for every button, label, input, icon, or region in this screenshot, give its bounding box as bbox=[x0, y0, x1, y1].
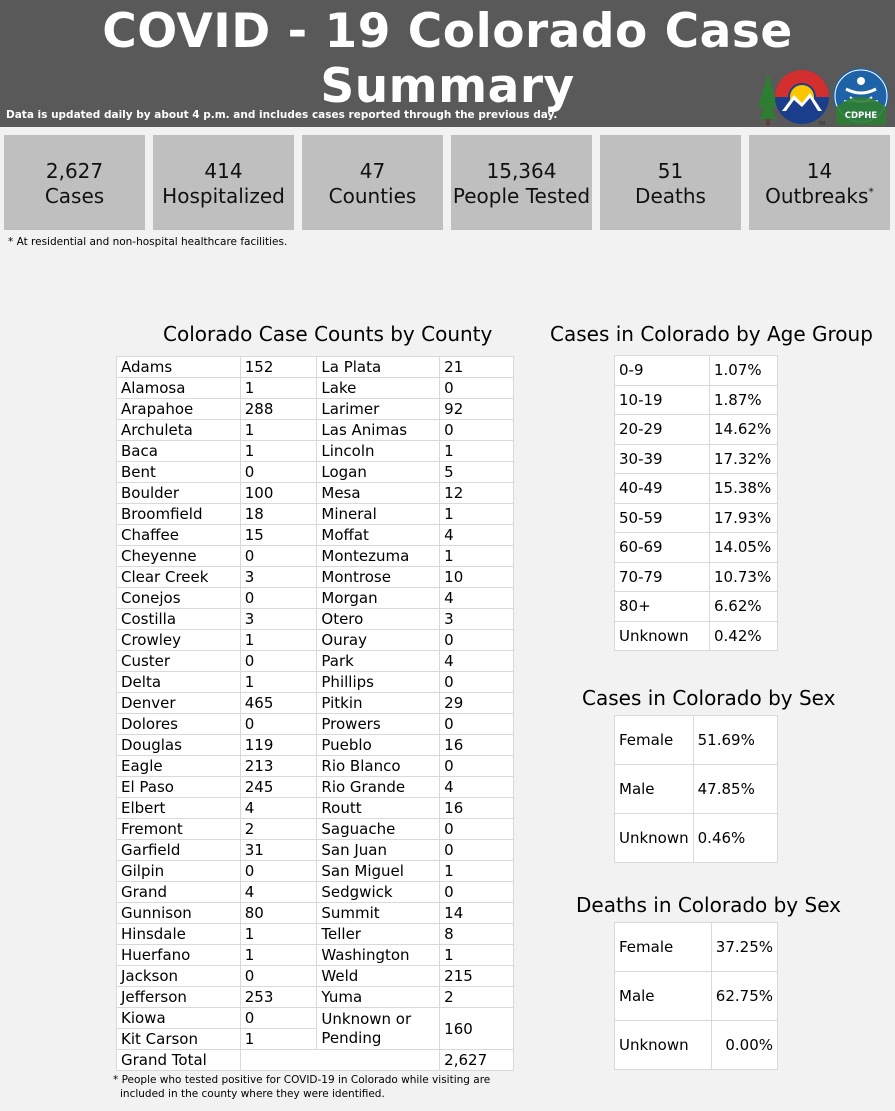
county-name: Kit Carson bbox=[117, 1029, 241, 1050]
county-name: Montezuma bbox=[317, 546, 440, 567]
county-name: Otero bbox=[317, 609, 440, 630]
stat-value: 414 bbox=[204, 159, 243, 183]
county-count: 100 bbox=[240, 483, 317, 504]
grand-total-value: 2,627 bbox=[440, 1050, 514, 1071]
county-count: 0 bbox=[240, 546, 317, 567]
table-row bbox=[117, 399, 514, 420]
stat-label: Counties bbox=[328, 184, 417, 208]
county-name: Kiowa bbox=[117, 1008, 241, 1029]
sex-table bbox=[614, 715, 778, 863]
svg-text:TM: TM bbox=[818, 121, 826, 127]
county-count: 1 bbox=[240, 441, 317, 462]
stat-label: Outbreaks* bbox=[765, 184, 874, 208]
table-row bbox=[117, 567, 514, 588]
stat-tile-counties bbox=[302, 135, 443, 230]
table-row bbox=[615, 444, 778, 474]
table-row bbox=[117, 735, 514, 756]
county-name: Bent bbox=[117, 462, 241, 483]
county-name: Broomfield bbox=[117, 504, 241, 525]
county-name: Jefferson bbox=[117, 987, 241, 1008]
stat-label: Deaths bbox=[635, 184, 706, 208]
row-label: 20-29 bbox=[615, 415, 710, 445]
table-row bbox=[117, 357, 514, 378]
row-value: 1.87% bbox=[710, 385, 778, 415]
stat-tile-cases bbox=[4, 135, 145, 230]
table-row bbox=[117, 378, 514, 399]
svg-text:CDPHE: CDPHE bbox=[844, 111, 878, 121]
table-row bbox=[117, 756, 514, 777]
row-label: 10-19 bbox=[615, 385, 710, 415]
table-row bbox=[615, 592, 778, 622]
county-name: San Juan bbox=[317, 840, 440, 861]
table-row bbox=[117, 651, 514, 672]
table-row bbox=[117, 441, 514, 462]
county-name: Boulder bbox=[117, 483, 241, 504]
row-value: 62.75% bbox=[711, 972, 777, 1021]
county-count: 213 bbox=[240, 756, 317, 777]
county-name: Routt bbox=[317, 798, 440, 819]
row-label: Unknown bbox=[615, 1021, 712, 1070]
county-count: 21 bbox=[440, 357, 514, 378]
county-count: 4 bbox=[240, 882, 317, 903]
row-value: 17.32% bbox=[710, 444, 778, 474]
row-value: 14.62% bbox=[710, 415, 778, 445]
county-count: 160 bbox=[440, 1008, 514, 1050]
county-count: 4 bbox=[440, 777, 514, 798]
county-name: Huerfano bbox=[117, 945, 241, 966]
stat-label: People Tested bbox=[452, 184, 591, 208]
county-name: Costilla bbox=[117, 609, 241, 630]
county-count: 0 bbox=[240, 966, 317, 987]
row-value: 0.42% bbox=[710, 621, 778, 651]
county-count: 1 bbox=[440, 546, 514, 567]
table-row bbox=[615, 503, 778, 533]
county-count: 3 bbox=[440, 609, 514, 630]
county-count: 1 bbox=[240, 378, 317, 399]
county-count: 1 bbox=[440, 945, 514, 966]
county-count: 465 bbox=[240, 693, 317, 714]
blank-cell bbox=[240, 1050, 439, 1071]
county-count: 0 bbox=[240, 714, 317, 735]
table-row bbox=[117, 714, 514, 735]
county-count: 1 bbox=[440, 441, 514, 462]
table-row bbox=[117, 840, 514, 861]
county-name-unknown: Unknown or Pending bbox=[317, 1008, 440, 1050]
row-label: Male bbox=[615, 765, 694, 814]
row-label: 80+ bbox=[615, 592, 710, 622]
footnote-line: included in the county where they were identified. bbox=[120, 1088, 385, 1100]
summary-stats bbox=[4, 135, 891, 230]
table-row bbox=[117, 1008, 514, 1029]
row-value: 1.07% bbox=[710, 356, 778, 386]
county-count: 0 bbox=[240, 1008, 317, 1029]
county-name: Pitkin bbox=[317, 693, 440, 714]
county-count: 152 bbox=[240, 357, 317, 378]
row-value: 10.73% bbox=[710, 562, 778, 592]
table-row bbox=[117, 882, 514, 903]
row-value: 47.85% bbox=[693, 765, 777, 814]
stat-label: Hospitalized bbox=[162, 184, 285, 208]
table-row bbox=[117, 966, 514, 987]
county-count: 253 bbox=[240, 987, 317, 1008]
county-name: San Miguel bbox=[317, 861, 440, 882]
stat-value: 2,627 bbox=[45, 159, 104, 183]
row-value: 0.00% bbox=[711, 1021, 777, 1070]
table-row bbox=[117, 483, 514, 504]
row-label: 70-79 bbox=[615, 562, 710, 592]
county-name: Grand bbox=[117, 882, 241, 903]
stat-tile-deaths bbox=[600, 135, 741, 230]
row-value: 14.05% bbox=[710, 533, 778, 563]
row-label: 40-49 bbox=[615, 474, 710, 504]
county-count: 0 bbox=[440, 714, 514, 735]
stat-label: Cases bbox=[44, 184, 105, 208]
county-count: 12 bbox=[440, 483, 514, 504]
county-name: Adams bbox=[117, 357, 241, 378]
county-count: 4 bbox=[440, 525, 514, 546]
county-name: Saguache bbox=[317, 819, 440, 840]
county-name: Elbert bbox=[117, 798, 241, 819]
footnote-mark: * bbox=[868, 185, 874, 199]
table-row bbox=[117, 672, 514, 693]
county-name: Yuma bbox=[317, 987, 440, 1008]
stat-value: 47 bbox=[359, 159, 386, 183]
county-name: Lincoln bbox=[317, 441, 440, 462]
row-label: 30-39 bbox=[615, 444, 710, 474]
table-row bbox=[117, 630, 514, 651]
county-name: Hinsdale bbox=[117, 924, 241, 945]
county-count: 4 bbox=[440, 651, 514, 672]
row-label: Unknown bbox=[615, 621, 710, 651]
county-count: 0 bbox=[440, 672, 514, 693]
county-name: Chaffee bbox=[117, 525, 241, 546]
county-table bbox=[116, 356, 514, 1071]
table-row bbox=[117, 777, 514, 798]
county-count: 10 bbox=[440, 567, 514, 588]
stat-value: 15,364 bbox=[486, 159, 557, 183]
county-name: Ouray bbox=[317, 630, 440, 651]
table-row bbox=[117, 987, 514, 1008]
table-row bbox=[615, 415, 778, 445]
table-row bbox=[615, 814, 778, 863]
county-name: Clear Creek bbox=[117, 567, 241, 588]
table-row bbox=[117, 588, 514, 609]
county-name: El Paso bbox=[117, 777, 241, 798]
county-count: 0 bbox=[440, 630, 514, 651]
county-count: 80 bbox=[240, 903, 317, 924]
county-count: 0 bbox=[440, 840, 514, 861]
table-row bbox=[615, 765, 778, 814]
county-name: Montrose bbox=[317, 567, 440, 588]
county-name: Rio Blanco bbox=[317, 756, 440, 777]
county-name: La Plata bbox=[317, 357, 440, 378]
table-row bbox=[117, 903, 514, 924]
table-row bbox=[117, 546, 514, 567]
county-count: 2 bbox=[240, 819, 317, 840]
county-count: 1 bbox=[440, 504, 514, 525]
deaths-table bbox=[614, 922, 778, 1070]
county-name: Dolores bbox=[117, 714, 241, 735]
county-count: 18 bbox=[240, 504, 317, 525]
table-row bbox=[615, 716, 778, 765]
county-count: 288 bbox=[240, 399, 317, 420]
county-count: 8 bbox=[440, 924, 514, 945]
county-count: 4 bbox=[440, 588, 514, 609]
table-row bbox=[117, 462, 514, 483]
county-count: 3 bbox=[240, 609, 317, 630]
table-row bbox=[615, 1021, 778, 1070]
county-count: 5 bbox=[440, 462, 514, 483]
county-name: Alamosa bbox=[117, 378, 241, 399]
footnote-line: * People who tested positive for COVID-19 in Colorado while visiting are bbox=[113, 1074, 491, 1086]
table-row bbox=[615, 474, 778, 504]
county-name: Cheyenne bbox=[117, 546, 241, 567]
county-name: Logan bbox=[317, 462, 440, 483]
county-name: Prowers bbox=[317, 714, 440, 735]
table-row bbox=[117, 609, 514, 630]
county-name: Eagle bbox=[117, 756, 241, 777]
sex-table-title: Cases in Colorado by Sex bbox=[582, 686, 836, 710]
stat-tile-people-tested bbox=[451, 135, 592, 230]
county-name: Rio Grande bbox=[317, 777, 440, 798]
county-name: Baca bbox=[117, 441, 241, 462]
cdphe-logo-icon bbox=[832, 67, 890, 125]
county-count: 0 bbox=[240, 861, 317, 882]
county-name: Jackson bbox=[117, 966, 241, 987]
row-value: 51.69% bbox=[693, 716, 777, 765]
county-name: Teller bbox=[317, 924, 440, 945]
table-row bbox=[117, 861, 514, 882]
county-name: Mesa bbox=[317, 483, 440, 504]
stat-value: 14 bbox=[806, 159, 833, 183]
county-count: 215 bbox=[440, 966, 514, 987]
county-name: Conejos bbox=[117, 588, 241, 609]
table-row bbox=[117, 945, 514, 966]
row-label: 50-59 bbox=[615, 503, 710, 533]
county-count: 16 bbox=[440, 798, 514, 819]
stat-value: 51 bbox=[657, 159, 684, 183]
table-row bbox=[615, 533, 778, 563]
table-row bbox=[117, 525, 514, 546]
county-count: 119 bbox=[240, 735, 317, 756]
county-name: Moffat bbox=[317, 525, 440, 546]
county-count: 0 bbox=[440, 882, 514, 903]
county-name: Delta bbox=[117, 672, 241, 693]
county-name: Mineral bbox=[317, 504, 440, 525]
county-name: Fremont bbox=[117, 819, 241, 840]
county-count: 0 bbox=[440, 756, 514, 777]
county-count: 4 bbox=[240, 798, 317, 819]
table-row bbox=[615, 562, 778, 592]
county-count: 0 bbox=[240, 462, 317, 483]
county-name: Larimer bbox=[317, 399, 440, 420]
county-count: 14 bbox=[440, 903, 514, 924]
county-count: 0 bbox=[440, 819, 514, 840]
county-count: 1 bbox=[240, 1029, 317, 1050]
county-count: 31 bbox=[240, 840, 317, 861]
table-row bbox=[117, 693, 514, 714]
county-count: 1 bbox=[240, 630, 317, 651]
age-table-title: Cases in Colorado by Age Group bbox=[550, 322, 873, 346]
table-row bbox=[117, 798, 514, 819]
table-row bbox=[117, 504, 514, 525]
outbreak-footnote: * At residential and non-hospital healthcare facilities. bbox=[8, 236, 288, 248]
county-count: 1 bbox=[440, 861, 514, 882]
table-row bbox=[615, 972, 778, 1021]
county-name: Pueblo bbox=[317, 735, 440, 756]
row-value: 6.62% bbox=[710, 592, 778, 622]
county-table-title: Colorado Case Counts by County bbox=[163, 322, 493, 346]
county-count: 29 bbox=[440, 693, 514, 714]
county-name: Custer bbox=[117, 651, 241, 672]
county-count: 1 bbox=[240, 945, 317, 966]
county-name: Phillips bbox=[317, 672, 440, 693]
county-count: 2 bbox=[440, 987, 514, 1008]
table-row bbox=[117, 819, 514, 840]
stat-tile-hospitalized bbox=[153, 135, 294, 230]
row-label: Female bbox=[615, 716, 694, 765]
county-name: Crowley bbox=[117, 630, 241, 651]
county-name: Morgan bbox=[317, 588, 440, 609]
county-count: 92 bbox=[440, 399, 514, 420]
county-name: Las Animas bbox=[317, 420, 440, 441]
county-name: Summit bbox=[317, 903, 440, 924]
row-label: Female bbox=[615, 923, 712, 972]
row-value: 37.25% bbox=[711, 923, 777, 972]
update-note: Data is updated daily by about 4 p.m. and includes cases reported through the previous day. bbox=[6, 109, 558, 121]
county-count: 3 bbox=[240, 567, 317, 588]
row-label: 0-9 bbox=[615, 356, 710, 386]
county-count: 1 bbox=[240, 672, 317, 693]
county-name: Park bbox=[317, 651, 440, 672]
county-name: Denver bbox=[117, 693, 241, 714]
stat-tile-outbreaks bbox=[749, 135, 890, 230]
deaths-table-title: Deaths in Colorado by Sex bbox=[576, 893, 841, 917]
table-row bbox=[615, 923, 778, 972]
county-name: Gunnison bbox=[117, 903, 241, 924]
table-row-total bbox=[117, 1050, 514, 1071]
county-name: Sedgwick bbox=[317, 882, 440, 903]
row-label: 60-69 bbox=[615, 533, 710, 563]
row-label: Unknown bbox=[615, 814, 694, 863]
county-footnote bbox=[113, 1073, 490, 1101]
county-name: Gilpin bbox=[117, 861, 241, 882]
county-count: 0 bbox=[440, 420, 514, 441]
county-count: 0 bbox=[440, 378, 514, 399]
county-name: Arapahoe bbox=[117, 399, 241, 420]
table-row bbox=[615, 356, 778, 386]
row-value: 17.93% bbox=[710, 503, 778, 533]
county-count: 1 bbox=[240, 924, 317, 945]
table-row bbox=[615, 621, 778, 651]
age-table bbox=[614, 355, 778, 651]
row-label: Male bbox=[615, 972, 712, 1021]
county-count: 0 bbox=[240, 651, 317, 672]
table-row bbox=[117, 924, 514, 945]
row-value: 0.46% bbox=[693, 814, 777, 863]
county-name: Washington bbox=[317, 945, 440, 966]
county-count: 16 bbox=[440, 735, 514, 756]
county-name: Weld bbox=[317, 966, 440, 987]
table-row bbox=[117, 420, 514, 441]
county-name: Lake bbox=[317, 378, 440, 399]
row-value: 15.38% bbox=[710, 474, 778, 504]
county-count: 1 bbox=[240, 420, 317, 441]
grand-total-label: Grand Total bbox=[117, 1050, 241, 1071]
county-count: 15 bbox=[240, 525, 317, 546]
county-count: 0 bbox=[240, 588, 317, 609]
page-title: COVID - 19 Colorado Case Summary bbox=[102, 4, 793, 114]
table-row bbox=[615, 385, 778, 415]
county-name: Douglas bbox=[117, 735, 241, 756]
header-banner bbox=[0, 0, 895, 127]
county-name: Garfield bbox=[117, 840, 241, 861]
colorado-logo-icon bbox=[756, 67, 830, 127]
county-count: 245 bbox=[240, 777, 317, 798]
county-name: Archuleta bbox=[117, 420, 241, 441]
